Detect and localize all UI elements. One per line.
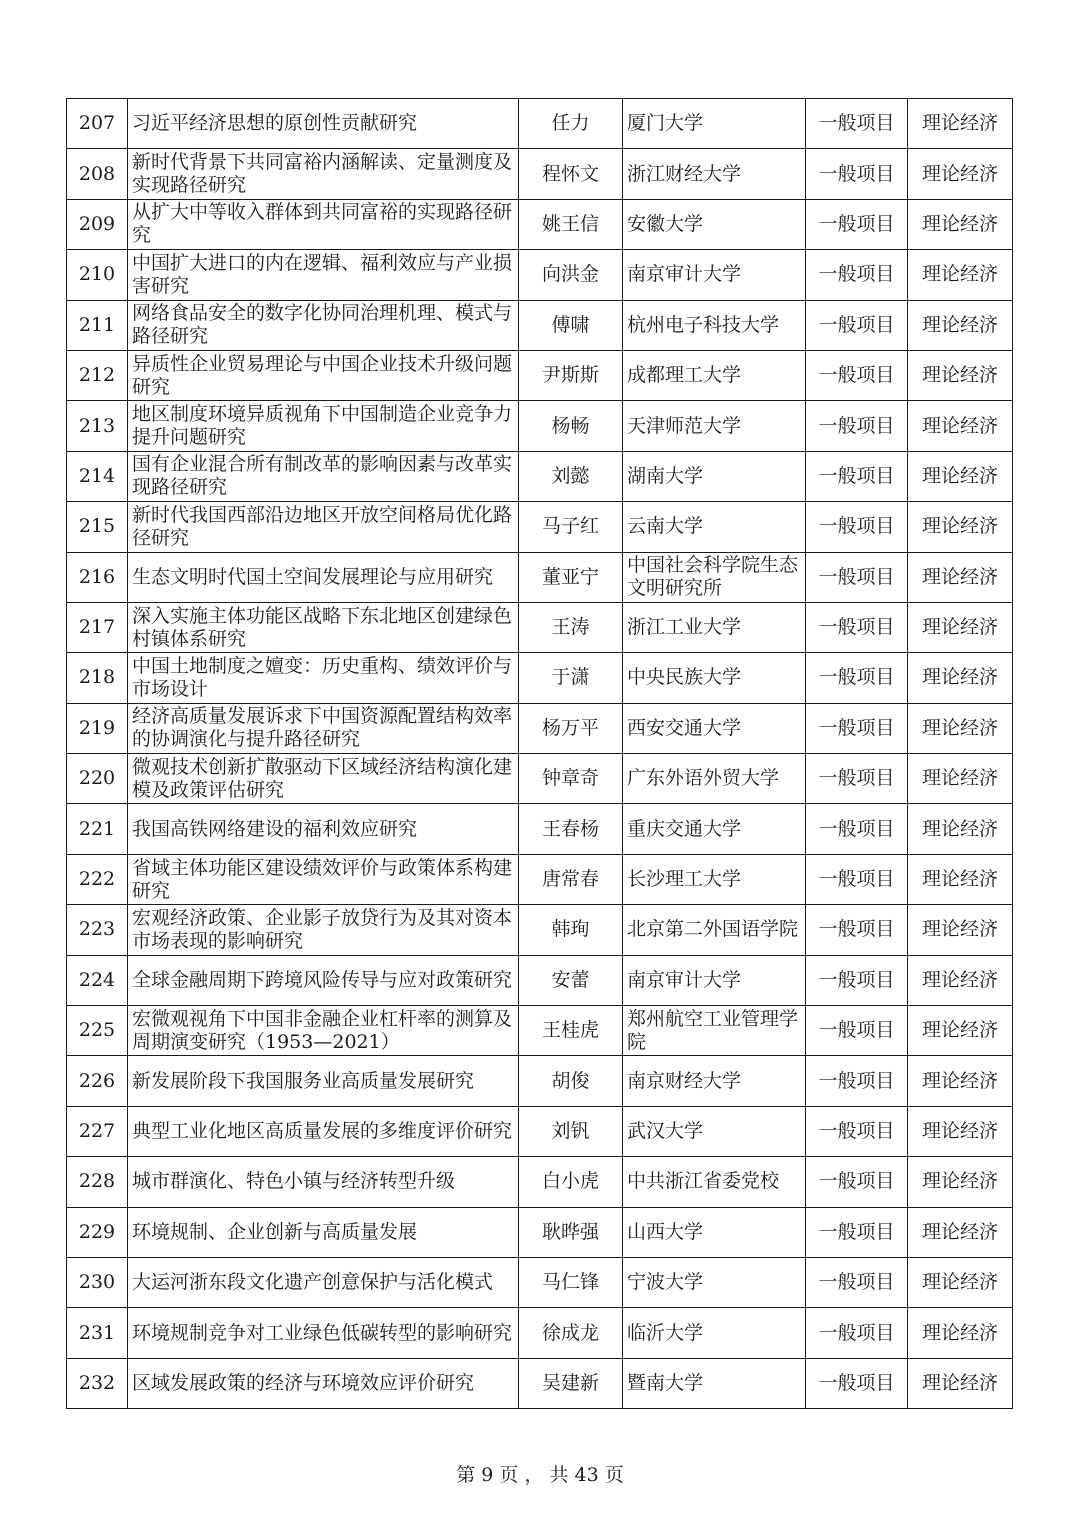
institution: 广东外语外贸大学 bbox=[623, 754, 806, 804]
institution: 长沙理工大学 bbox=[623, 854, 806, 904]
project-type: 一般项目 bbox=[806, 552, 908, 602]
discipline-category: 理论经济 bbox=[908, 905, 1013, 955]
project-title: 宏观经济政策、企业影子放贷行为及其对资本市场表现的影响研究 bbox=[128, 905, 519, 955]
project-type: 一般项目 bbox=[806, 250, 908, 300]
project-title: 全球金融周期下跨境风险传导与应对政策研究 bbox=[128, 955, 519, 1005]
discipline-category: 理论经济 bbox=[908, 804, 1013, 854]
row-number: 226 bbox=[67, 1056, 128, 1106]
discipline-category: 理论经济 bbox=[908, 653, 1013, 703]
table-row bbox=[67, 502, 1013, 552]
principal-investigator: 于潇 bbox=[519, 653, 623, 703]
discipline-category: 理论经济 bbox=[908, 754, 1013, 804]
project-title: 大运河浙东段文化遗产创意保护与活化模式 bbox=[128, 1257, 519, 1307]
row-number: 208 bbox=[67, 149, 128, 199]
institution: 浙江财经大学 bbox=[623, 149, 806, 199]
institution: 中共浙江省委党校 bbox=[623, 1157, 806, 1207]
row-number: 232 bbox=[67, 1358, 128, 1408]
table-row bbox=[67, 804, 1013, 854]
project-title: 宏微观视角下中国非金融企业杠杆率的测算及周期演变研究（1953—2021） bbox=[128, 1006, 519, 1056]
principal-investigator: 唐常春 bbox=[519, 854, 623, 904]
footer-page-number: 9 bbox=[481, 1464, 494, 1486]
row-number: 207 bbox=[67, 99, 128, 149]
discipline-category: 理论经济 bbox=[908, 250, 1013, 300]
table-row bbox=[67, 653, 1013, 703]
project-title: 新时代背景下共同富裕内涵解读、定量测度及实现路径研究 bbox=[128, 149, 519, 199]
principal-investigator: 杨畅 bbox=[519, 401, 623, 451]
principal-investigator: 安蕾 bbox=[519, 955, 623, 1005]
project-title: 我国高铁网络建设的福利效应研究 bbox=[128, 804, 519, 854]
discipline-category: 理论经济 bbox=[908, 1358, 1013, 1408]
table-row bbox=[67, 149, 1013, 199]
footer-mid: 页 ， 共 bbox=[499, 1464, 569, 1486]
project-title: 异质性企业贸易理论与中国企业技术升级问题研究 bbox=[128, 350, 519, 400]
table-row bbox=[67, 451, 1013, 501]
table-row bbox=[67, 99, 1013, 149]
project-type: 一般项目 bbox=[806, 401, 908, 451]
institution: 暨南大学 bbox=[623, 1358, 806, 1408]
project-type: 一般项目 bbox=[806, 754, 908, 804]
row-number: 210 bbox=[67, 250, 128, 300]
table-row bbox=[67, 250, 1013, 300]
institution: 湖南大学 bbox=[623, 451, 806, 501]
discipline-category: 理论经济 bbox=[908, 300, 1013, 350]
project-type: 一般项目 bbox=[806, 149, 908, 199]
principal-investigator: 杨万平 bbox=[519, 703, 623, 753]
project-type: 一般项目 bbox=[806, 955, 908, 1005]
project-title: 深入实施主体功能区战略下东北地区创建绿色村镇体系研究 bbox=[128, 602, 519, 652]
principal-investigator: 姚王信 bbox=[519, 199, 623, 249]
project-title: 区域发展政策的经济与环境效应评价研究 bbox=[128, 1358, 519, 1408]
project-title: 从扩大中等收入群体到共同富裕的实现路径研究 bbox=[128, 199, 519, 249]
project-list-body bbox=[67, 99, 1013, 1409]
discipline-category: 理论经济 bbox=[908, 1056, 1013, 1106]
institution: 郑州航空工业管理学院 bbox=[623, 1006, 806, 1056]
discipline-category: 理论经济 bbox=[908, 1308, 1013, 1358]
footer-suffix: 页 bbox=[604, 1464, 624, 1486]
principal-investigator: 刘钒 bbox=[519, 1106, 623, 1156]
table-row bbox=[67, 905, 1013, 955]
project-title: 新发展阶段下我国服务业高质量发展研究 bbox=[128, 1056, 519, 1106]
discipline-category: 理论经济 bbox=[908, 502, 1013, 552]
institution: 北京第二外国语学院 bbox=[623, 905, 806, 955]
table-row bbox=[67, 703, 1013, 753]
row-number: 227 bbox=[67, 1106, 128, 1156]
project-type: 一般项目 bbox=[806, 502, 908, 552]
project-title: 城市群演化、特色小镇与经济转型升级 bbox=[128, 1157, 519, 1207]
project-title: 国有企业混合所有制改革的影响因素与改革实现路径研究 bbox=[128, 451, 519, 501]
row-number: 217 bbox=[67, 602, 128, 652]
row-number: 212 bbox=[67, 350, 128, 400]
discipline-category: 理论经济 bbox=[908, 602, 1013, 652]
project-type: 一般项目 bbox=[806, 1207, 908, 1257]
project-type: 一般项目 bbox=[806, 804, 908, 854]
project-type: 一般项目 bbox=[806, 854, 908, 904]
institution: 云南大学 bbox=[623, 502, 806, 552]
discipline-category: 理论经济 bbox=[908, 1006, 1013, 1056]
table-row bbox=[67, 401, 1013, 451]
project-type: 一般项目 bbox=[806, 1157, 908, 1207]
project-type: 一般项目 bbox=[806, 350, 908, 400]
principal-investigator: 刘懿 bbox=[519, 451, 623, 501]
row-number: 230 bbox=[67, 1257, 128, 1307]
project-title: 新时代我国西部沿边地区开放空间格局优化路径研究 bbox=[128, 502, 519, 552]
row-number: 221 bbox=[67, 804, 128, 854]
project-title: 经济高质量发展诉求下中国资源配置结构效率的协调演化与提升路径研究 bbox=[128, 703, 519, 753]
project-title: 地区制度环境异质视角下中国制造企业竞争力提升问题研究 bbox=[128, 401, 519, 451]
project-type: 一般项目 bbox=[806, 300, 908, 350]
principal-investigator: 马子红 bbox=[519, 502, 623, 552]
project-type: 一般项目 bbox=[806, 653, 908, 703]
footer-prefix: 第 bbox=[456, 1464, 476, 1486]
discipline-category: 理论经济 bbox=[908, 99, 1013, 149]
principal-investigator: 傅啸 bbox=[519, 300, 623, 350]
table-row bbox=[67, 854, 1013, 904]
principal-investigator: 王桂虎 bbox=[519, 1006, 623, 1056]
institution: 中国社会科学院生态文明研究所 bbox=[623, 552, 806, 602]
footer-total-pages: 43 bbox=[574, 1464, 599, 1486]
principal-investigator: 吴建新 bbox=[519, 1358, 623, 1408]
project-type: 一般项目 bbox=[806, 1257, 908, 1307]
institution: 山西大学 bbox=[623, 1207, 806, 1257]
project-title: 中国扩大进口的内在逻辑、福利效应与产业损害研究 bbox=[128, 250, 519, 300]
institution: 安徽大学 bbox=[623, 199, 806, 249]
project-title: 中国土地制度之嬗变：历史重构、绩效评价与市场设计 bbox=[128, 653, 519, 703]
project-title: 微观技术创新扩散驱动下区域经济结构演化建模及政策评估研究 bbox=[128, 754, 519, 804]
principal-investigator: 向洪金 bbox=[519, 250, 623, 300]
row-number: 218 bbox=[67, 653, 128, 703]
discipline-category: 理论经济 bbox=[908, 955, 1013, 1005]
institution: 临沂大学 bbox=[623, 1308, 806, 1358]
institution: 武汉大学 bbox=[623, 1106, 806, 1156]
table-row bbox=[67, 1157, 1013, 1207]
discipline-category: 理论经济 bbox=[908, 199, 1013, 249]
row-number: 219 bbox=[67, 703, 128, 753]
institution: 浙江工业大学 bbox=[623, 602, 806, 652]
principal-investigator: 尹斯斯 bbox=[519, 350, 623, 400]
row-number: 209 bbox=[67, 199, 128, 249]
row-number: 228 bbox=[67, 1157, 128, 1207]
row-number: 213 bbox=[67, 401, 128, 451]
principal-investigator: 王春杨 bbox=[519, 804, 623, 854]
discipline-category: 理论经济 bbox=[908, 703, 1013, 753]
project-type: 一般项目 bbox=[806, 703, 908, 753]
page-footer bbox=[0, 1460, 1080, 1487]
table-row bbox=[67, 1056, 1013, 1106]
table-row bbox=[67, 1106, 1013, 1156]
institution: 南京财经大学 bbox=[623, 1056, 806, 1106]
row-number: 215 bbox=[67, 502, 128, 552]
project-type: 一般项目 bbox=[806, 1358, 908, 1408]
project-list-table bbox=[66, 98, 1013, 1409]
project-type: 一般项目 bbox=[806, 451, 908, 501]
institution: 重庆交通大学 bbox=[623, 804, 806, 854]
principal-investigator: 王涛 bbox=[519, 602, 623, 652]
principal-investigator: 徐成龙 bbox=[519, 1308, 623, 1358]
discipline-category: 理论经济 bbox=[908, 1106, 1013, 1156]
institution: 杭州电子科技大学 bbox=[623, 300, 806, 350]
institution: 天津师范大学 bbox=[623, 401, 806, 451]
discipline-category: 理论经济 bbox=[908, 1157, 1013, 1207]
discipline-category: 理论经济 bbox=[908, 401, 1013, 451]
principal-investigator: 胡俊 bbox=[519, 1056, 623, 1106]
principal-investigator: 任力 bbox=[519, 99, 623, 149]
institution: 宁波大学 bbox=[623, 1257, 806, 1307]
project-type: 一般项目 bbox=[806, 1308, 908, 1358]
project-title: 习近平经济思想的原创性贡献研究 bbox=[128, 99, 519, 149]
table-row bbox=[67, 199, 1013, 249]
institution: 西安交通大学 bbox=[623, 703, 806, 753]
table-row bbox=[67, 1207, 1013, 1257]
row-number: 231 bbox=[67, 1308, 128, 1358]
discipline-category: 理论经济 bbox=[908, 1257, 1013, 1307]
project-title: 网络食品安全的数字化协同治理机理、模式与路径研究 bbox=[128, 300, 519, 350]
row-number: 216 bbox=[67, 552, 128, 602]
row-number: 220 bbox=[67, 754, 128, 804]
project-type: 一般项目 bbox=[806, 1056, 908, 1106]
row-number: 223 bbox=[67, 905, 128, 955]
project-title: 环境规制竞争对工业绿色低碳转型的影响研究 bbox=[128, 1308, 519, 1358]
discipline-category: 理论经济 bbox=[908, 552, 1013, 602]
discipline-category: 理论经济 bbox=[908, 1207, 1013, 1257]
project-type: 一般项目 bbox=[806, 99, 908, 149]
project-type: 一般项目 bbox=[806, 1006, 908, 1056]
project-type: 一般项目 bbox=[806, 199, 908, 249]
table-row bbox=[67, 1006, 1013, 1056]
principal-investigator: 钟章奇 bbox=[519, 754, 623, 804]
principal-investigator: 白小虎 bbox=[519, 1157, 623, 1207]
table-row bbox=[67, 350, 1013, 400]
institution: 中央民族大学 bbox=[623, 653, 806, 703]
table-row bbox=[67, 955, 1013, 1005]
institution: 南京审计大学 bbox=[623, 250, 806, 300]
principal-investigator: 程怀文 bbox=[519, 149, 623, 199]
institution: 南京审计大学 bbox=[623, 955, 806, 1005]
discipline-category: 理论经济 bbox=[908, 350, 1013, 400]
discipline-category: 理论经济 bbox=[908, 149, 1013, 199]
row-number: 214 bbox=[67, 451, 128, 501]
principal-investigator: 韩珣 bbox=[519, 905, 623, 955]
project-title: 生态文明时代国土空间发展理论与应用研究 bbox=[128, 552, 519, 602]
table-row bbox=[67, 1257, 1013, 1307]
project-type: 一般项目 bbox=[806, 1106, 908, 1156]
project-type: 一般项目 bbox=[806, 905, 908, 955]
table-row bbox=[67, 552, 1013, 602]
project-type: 一般项目 bbox=[806, 602, 908, 652]
table-row bbox=[67, 754, 1013, 804]
project-title: 典型工业化地区高质量发展的多维度评价研究 bbox=[128, 1106, 519, 1156]
project-title: 环境规制、企业创新与高质量发展 bbox=[128, 1207, 519, 1257]
row-number: 224 bbox=[67, 955, 128, 1005]
principal-investigator: 马仁锋 bbox=[519, 1257, 623, 1307]
table-row bbox=[67, 1358, 1013, 1408]
project-title: 省域主体功能区建设绩效评价与政策体系构建研究 bbox=[128, 854, 519, 904]
principal-investigator: 董亚宁 bbox=[519, 552, 623, 602]
principal-investigator: 耿晔强 bbox=[519, 1207, 623, 1257]
table-row bbox=[67, 602, 1013, 652]
table-row bbox=[67, 300, 1013, 350]
discipline-category: 理论经济 bbox=[908, 451, 1013, 501]
institution: 成都理工大学 bbox=[623, 350, 806, 400]
row-number: 225 bbox=[67, 1006, 128, 1056]
table-row bbox=[67, 1308, 1013, 1358]
discipline-category: 理论经济 bbox=[908, 854, 1013, 904]
institution: 厦门大学 bbox=[623, 99, 806, 149]
row-number: 229 bbox=[67, 1207, 128, 1257]
row-number: 211 bbox=[67, 300, 128, 350]
row-number: 222 bbox=[67, 854, 128, 904]
